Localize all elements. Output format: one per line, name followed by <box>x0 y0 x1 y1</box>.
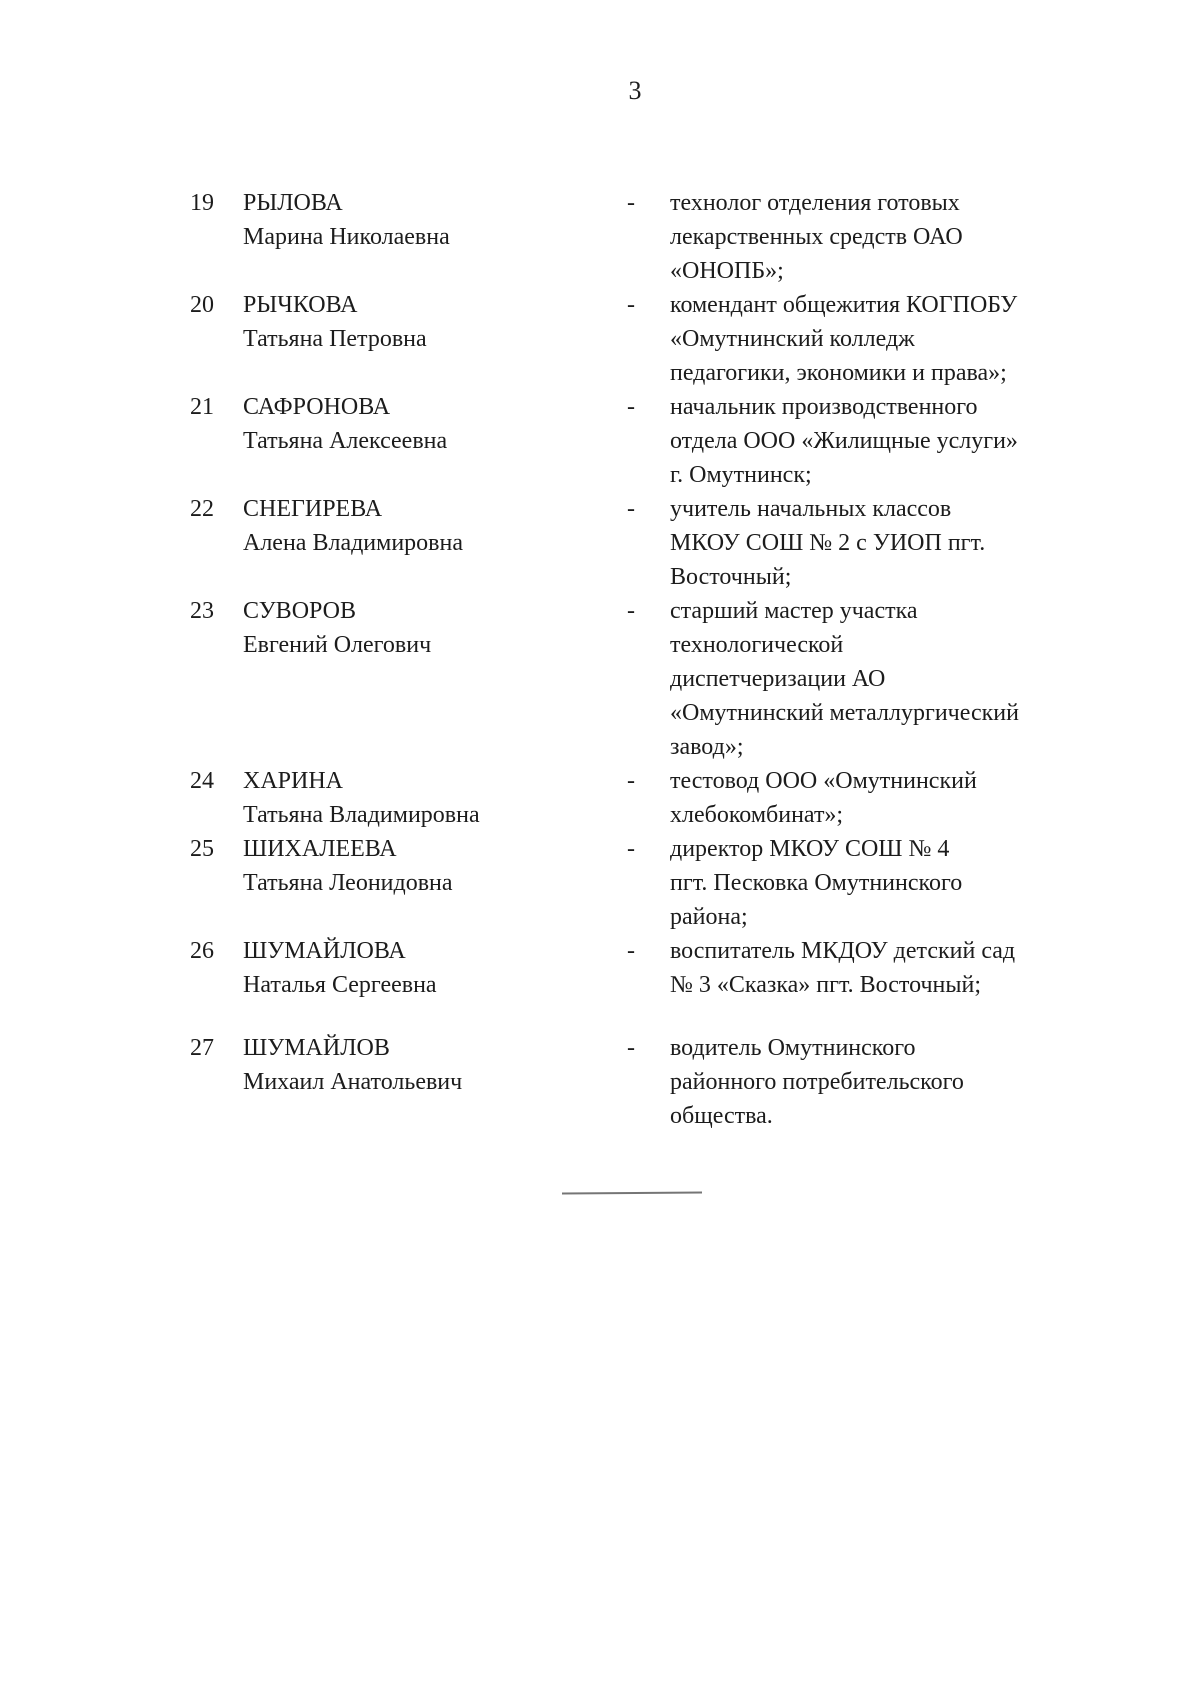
entry-position <box>670 186 1065 288</box>
entry-given-names: Алена Владимировна <box>243 530 464 556</box>
entry-dash: - <box>627 598 635 624</box>
entry-surname: РЫЧКОВА <box>243 292 358 318</box>
entry-position <box>670 764 1065 832</box>
entry-position-line: водитель Омутнинского <box>670 1035 916 1061</box>
entry-given-names: Михаил Анатольевич <box>243 1069 463 1095</box>
entry-position <box>670 390 1065 492</box>
list-entry <box>190 934 1070 1002</box>
end-of-list-separator-line <box>562 1192 702 1195</box>
entry-given-names: Татьяна Петровна <box>243 326 427 352</box>
entry-position <box>670 492 1065 594</box>
entry-position-line: педагогики, экономики и права»; <box>670 360 1007 386</box>
entry-position-line: «Омутнинский металлургический <box>670 700 1019 726</box>
page-number: 3 <box>628 76 642 105</box>
entry-given-names: Татьяна Владимировна <box>243 802 480 828</box>
list-entry <box>190 390 1070 492</box>
entry-surname: ШИХАЛЕЕВА <box>243 836 397 862</box>
entry-surname: РЫЛОВА <box>243 190 343 216</box>
entry-position <box>670 934 1065 1002</box>
entry-position-line: МКОУ СОШ № 2 с УИОП пгт. <box>670 530 986 556</box>
entry-number: 24 <box>190 768 214 794</box>
entry-number: 21 <box>190 394 214 420</box>
entry-number: 25 <box>190 836 214 862</box>
entry-position-line: района; <box>670 904 748 930</box>
entry-number: 23 <box>190 598 214 624</box>
entry-position-line: общества. <box>670 1103 773 1129</box>
list-entry <box>190 832 1070 934</box>
entry-surname: ШУМАЙЛОВ <box>243 1035 390 1061</box>
entry-position <box>670 594 1065 764</box>
entry-dash: - <box>627 1035 635 1061</box>
entry-position-line: № 3 «Сказка» пгт. Восточный; <box>670 972 982 998</box>
entry-position-line: тестовод ООО «Омутнинский <box>670 768 977 794</box>
entry-position-line: директор МКОУ СОШ № 4 <box>670 836 950 862</box>
entry-name <box>243 594 627 662</box>
entry-position-line: учитель начальных классов <box>670 496 952 522</box>
entry-surname: ШУМАЙЛОВА <box>243 938 406 964</box>
entry-number: 19 <box>190 190 214 216</box>
entry-position-line: пгт. Песковка Омутнинского <box>670 870 963 896</box>
entry-dash: - <box>627 768 635 794</box>
entry-position-line: старший мастер участка <box>670 598 918 624</box>
entry-position-line: Восточный; <box>670 564 792 590</box>
entry-given-names: Татьяна Леонидовна <box>243 870 453 896</box>
entry-position-line: отдела ООО «Жилищные услуги» <box>670 428 1018 454</box>
entry-given-names: Марина Николаевна <box>243 224 450 250</box>
entry-position-line: начальник производственного <box>670 394 978 420</box>
list-entry <box>190 1031 1070 1133</box>
list-entry <box>190 492 1070 594</box>
entry-name <box>243 390 627 458</box>
entry-number: 22 <box>190 496 214 522</box>
entry-surname: ХАРИНА <box>243 768 344 794</box>
entry-position-line: диспетчеризации АО <box>670 666 886 692</box>
list-entry <box>190 186 1070 288</box>
entry-position-line: завод»; <box>670 734 744 760</box>
entry-position-line: технолог отделения готовых <box>670 190 960 216</box>
entry-name <box>243 832 627 900</box>
entry-name <box>243 934 627 1002</box>
entry-position-line: хлебокомбинат»; <box>670 802 844 828</box>
entry-position-line: лекарственных средств ОАО <box>670 224 963 250</box>
entry-number: 27 <box>190 1035 214 1061</box>
entry-given-names: Татьяна Алексеевна <box>243 428 448 454</box>
entry-surname: СУВОРОВ <box>243 598 357 624</box>
entry-given-names: Евгений Олегович <box>243 632 432 658</box>
entry-position-line: воспитатель МКДОУ детский сад <box>670 938 1016 964</box>
entry-dash: - <box>627 836 635 862</box>
entry-dash: - <box>627 292 635 318</box>
entry-position-line: «Омутнинский колледж <box>670 326 915 352</box>
list-entry <box>190 288 1070 390</box>
entry-number: 26 <box>190 938 214 964</box>
entry-position <box>670 1031 1065 1133</box>
entry-dash: - <box>627 190 635 216</box>
entry-position-line: технологической <box>670 632 844 658</box>
list-entry <box>190 764 1070 832</box>
entry-position-line: районного потребительского <box>670 1069 964 1095</box>
entry-surname: САФРОНОВА <box>243 394 391 420</box>
entry-name <box>243 1031 627 1099</box>
entry-surname: СНЕГИРЕВА <box>243 496 383 522</box>
entry-position-line: комендант общежития КОГПОБУ <box>670 292 1018 318</box>
participants-list <box>190 186 1070 1133</box>
entry-position <box>670 288 1065 390</box>
entry-dash: - <box>627 394 635 420</box>
entry-name <box>243 288 627 356</box>
entry-position-line: «ОНОПБ»; <box>670 258 784 284</box>
entry-name <box>243 764 627 832</box>
list-entry <box>190 594 1070 764</box>
entry-name <box>243 492 627 560</box>
entry-given-names: Наталья Сергеевна <box>243 972 437 998</box>
entry-position-line: г. Омутнинск; <box>670 462 812 488</box>
entry-number: 20 <box>190 292 214 318</box>
entry-position <box>670 832 1065 934</box>
entry-name <box>243 186 627 254</box>
entry-dash: - <box>627 938 635 964</box>
entry-dash: - <box>627 496 635 522</box>
